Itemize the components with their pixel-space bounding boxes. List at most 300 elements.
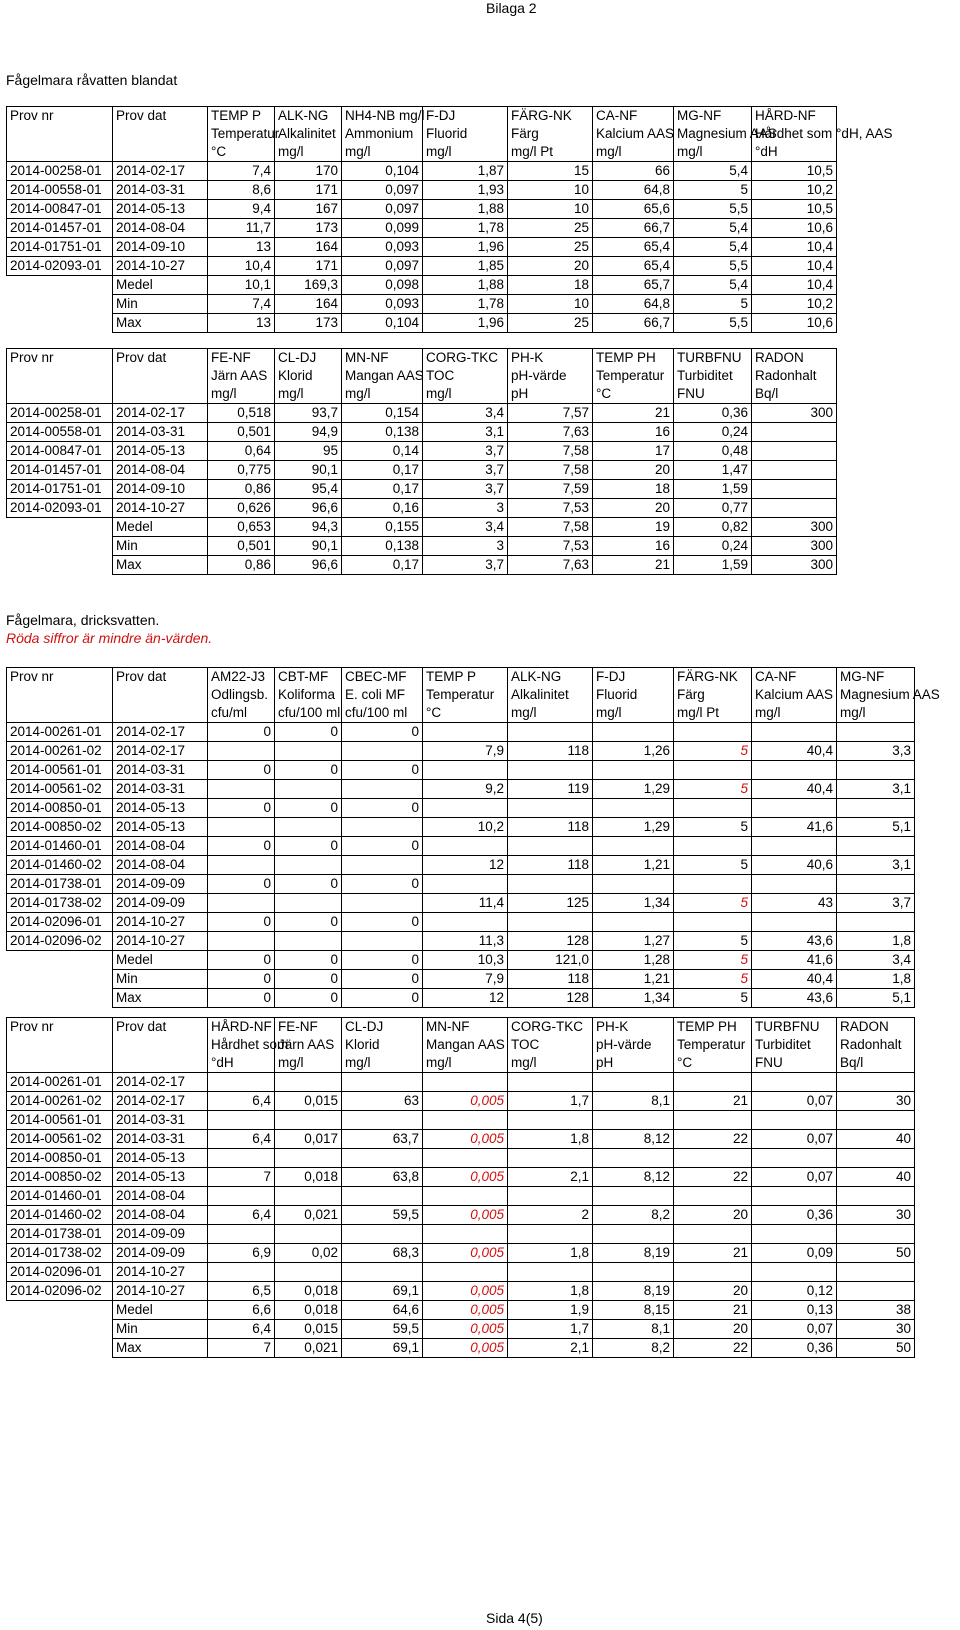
- value-cell: [208, 1187, 275, 1206]
- sample-id-cell: 2014-02096-01: [7, 1263, 113, 1282]
- value-cell: [423, 1073, 508, 1092]
- value-cell: [342, 742, 423, 761]
- value-cell: [208, 894, 275, 913]
- value-cell: 1,29: [593, 780, 674, 799]
- sample-date-cell: 2014-08-04: [113, 856, 208, 875]
- value-cell: 118: [508, 818, 593, 837]
- table-row: [7, 951, 915, 970]
- value-cell: 7,58: [508, 442, 593, 461]
- column-header-cell: CL-DJ: [275, 349, 342, 368]
- value-cell: 0,104: [342, 162, 423, 181]
- sample-date-cell: 2014-02-17: [113, 162, 208, 181]
- sample-date-cell: Medel: [113, 951, 208, 970]
- value-cell: 1,28: [593, 951, 674, 970]
- value-cell: [674, 1187, 752, 1206]
- table-row: [7, 442, 837, 461]
- sample-date-cell: 2014-05-13: [113, 818, 208, 837]
- value-cell: 2,1: [508, 1168, 593, 1187]
- sample-id-cell: 2014-00261-01: [7, 1073, 113, 1092]
- sample-id-cell: 2014-00850-01: [7, 799, 113, 818]
- value-cell: 0,653: [208, 518, 275, 537]
- value-cell: 0,02: [275, 1244, 342, 1263]
- sample-id-cell: 2014-02093-01: [7, 499, 113, 518]
- column-header-cell: HÅRD-NF: [208, 1018, 275, 1037]
- sample-date-cell: 2014-03-31: [113, 780, 208, 799]
- value-cell: [752, 1111, 837, 1130]
- value-cell: 6,4: [208, 1130, 275, 1149]
- value-cell: 7,57: [508, 404, 593, 423]
- value-cell: 0: [275, 970, 342, 989]
- column-header-cell: Ammonium: [342, 125, 423, 143]
- value-cell: [508, 1111, 593, 1130]
- value-cell: 6,6: [208, 1301, 275, 1320]
- sample-date-cell: 2014-08-04: [113, 1187, 208, 1206]
- table-row: [7, 989, 915, 1008]
- value-cell: [593, 799, 674, 818]
- value-cell: 50: [837, 1339, 915, 1358]
- value-cell: 0,155: [342, 518, 423, 537]
- value-cell: [208, 1225, 275, 1244]
- value-cell: 0,07: [752, 1168, 837, 1187]
- value-cell: [275, 856, 342, 875]
- value-cell: 0,518: [208, 404, 275, 423]
- sample-id-cell: 2014-01457-01: [7, 461, 113, 480]
- value-cell: 5,5: [674, 314, 752, 333]
- table-row: [7, 1301, 915, 1320]
- column-header-cell: Hårdhet som °dH, AAS: [752, 125, 837, 143]
- value-cell: 6,4: [208, 1320, 275, 1339]
- column-header-cell: Koliforma: [275, 686, 342, 704]
- sample-date-cell: 2014-05-13: [113, 200, 208, 219]
- sample-id-cell: 2014-00850-02: [7, 1168, 113, 1187]
- sample-id-cell: [7, 314, 113, 333]
- value-cell: [674, 1263, 752, 1282]
- value-cell: 1,87: [423, 162, 508, 181]
- table-row: [7, 537, 837, 556]
- value-cell: 0: [275, 951, 342, 970]
- value-cell: 0,098: [342, 276, 423, 295]
- value-cell: 0,005: [423, 1130, 508, 1149]
- value-cell: 0,097: [342, 257, 423, 276]
- sample-id-cell: 2014-00847-01: [7, 200, 113, 219]
- value-cell: 7,4: [208, 162, 275, 181]
- value-cell: 94,9: [275, 423, 342, 442]
- column-header-cell: ALK-NG: [275, 107, 342, 126]
- sample-id-cell: 2014-02096-02: [7, 932, 113, 951]
- sample-date-cell: Medel: [113, 1301, 208, 1320]
- value-cell: 10: [508, 181, 593, 200]
- value-cell: 1,8: [508, 1282, 593, 1301]
- value-cell: 1,8: [837, 970, 915, 989]
- value-cell: [837, 723, 915, 742]
- table-row: [7, 219, 837, 238]
- value-cell: [593, 913, 674, 932]
- value-cell: [752, 1149, 837, 1168]
- value-cell: 0,14: [342, 442, 423, 461]
- sample-id-cell: 2014-00850-01: [7, 1149, 113, 1168]
- table-row: [7, 932, 915, 951]
- value-cell: 15: [508, 162, 593, 181]
- column-header-cell: [113, 1054, 208, 1073]
- value-cell: 5,4: [674, 238, 752, 257]
- sample-id-cell: 2014-01738-01: [7, 1225, 113, 1244]
- value-cell: [752, 1263, 837, 1282]
- sample-date-cell: 2014-03-31: [113, 181, 208, 200]
- value-cell: 5: [674, 818, 752, 837]
- value-cell: 50: [837, 1244, 915, 1263]
- sample-id-cell: 2014-00258-01: [7, 404, 113, 423]
- value-cell: [593, 1111, 674, 1130]
- value-cell: 41,6: [752, 818, 837, 837]
- column-header-cell: TEMP PH: [674, 1018, 752, 1037]
- column-header-cell: Prov dat: [113, 1018, 208, 1037]
- sample-date-cell: Medel: [113, 518, 208, 537]
- table-row: [7, 818, 915, 837]
- value-cell: [275, 932, 342, 951]
- value-cell: 1,93: [423, 181, 508, 200]
- sample-date-cell: 2014-09-10: [113, 238, 208, 257]
- value-cell: 22: [674, 1130, 752, 1149]
- value-cell: 25: [508, 238, 593, 257]
- value-cell: 10,4: [752, 276, 837, 295]
- value-cell: 0,005: [423, 1206, 508, 1225]
- column-header-cell: TOC: [508, 1036, 593, 1054]
- table-row: [7, 799, 915, 818]
- value-cell: 3,4: [837, 951, 915, 970]
- value-cell: 0,138: [342, 537, 423, 556]
- value-cell: 3,1: [423, 423, 508, 442]
- column-header-cell: [7, 143, 113, 162]
- column-header-cell: mg/l: [593, 704, 674, 723]
- value-cell: [208, 1111, 275, 1130]
- value-cell: [837, 1263, 915, 1282]
- value-cell: [508, 1187, 593, 1206]
- column-header-cell: Fluorid: [593, 686, 674, 704]
- value-cell: [508, 913, 593, 932]
- value-cell: [837, 799, 915, 818]
- value-cell: 7: [208, 1339, 275, 1358]
- value-cell: 5: [674, 780, 752, 799]
- value-cell: 5: [674, 856, 752, 875]
- value-cell: 8,19: [593, 1244, 674, 1263]
- value-cell: 5: [674, 970, 752, 989]
- value-cell: 167: [275, 200, 342, 219]
- column-header-cell: Klorid: [342, 1036, 423, 1054]
- value-cell: 3,7: [423, 461, 508, 480]
- sample-date-cell: Max: [113, 989, 208, 1008]
- table-row: [7, 181, 837, 200]
- value-cell: 59,5: [342, 1206, 423, 1225]
- value-cell: [837, 1073, 915, 1092]
- column-header-cell: [7, 385, 113, 404]
- value-cell: 10,5: [752, 200, 837, 219]
- sample-id-cell: 2014-01460-02: [7, 856, 113, 875]
- value-cell: [275, 818, 342, 837]
- value-cell: 21: [674, 1301, 752, 1320]
- value-cell: 25: [508, 219, 593, 238]
- value-cell: 65,4: [593, 257, 674, 276]
- red-values-note: Röda siffror är mindre än-värden.: [6, 630, 213, 646]
- sample-date-cell: Max: [113, 1339, 208, 1358]
- value-cell: [275, 742, 342, 761]
- value-cell: [752, 442, 837, 461]
- value-cell: 0,24: [674, 537, 752, 556]
- value-cell: 11,3: [423, 932, 508, 951]
- column-header-cell: mg/l: [508, 1054, 593, 1073]
- column-header-sample-id: Prov nr: [7, 349, 113, 368]
- column-header-cell: RADON: [837, 1018, 915, 1037]
- value-cell: 40,6: [752, 856, 837, 875]
- table-row: [7, 1320, 915, 1339]
- value-cell: 5,5: [674, 200, 752, 219]
- value-cell: 40: [837, 1168, 915, 1187]
- column-header-cell: HÅRD-NF: [752, 107, 837, 126]
- sample-date-cell: 2014-02-17: [113, 404, 208, 423]
- column-header-cell: Prov dat: [113, 668, 208, 687]
- value-cell: 3,1: [837, 856, 915, 875]
- value-cell: 0,64: [208, 442, 275, 461]
- column-header-cell: mg/l: [275, 143, 342, 162]
- column-header-cell: FNU: [674, 385, 752, 404]
- value-cell: 19: [593, 518, 674, 537]
- value-cell: [423, 1149, 508, 1168]
- sample-date-cell: 2014-09-09: [113, 875, 208, 894]
- value-cell: [593, 837, 674, 856]
- sample-date-cell: 2014-02-17: [113, 742, 208, 761]
- table-row: [7, 1092, 915, 1111]
- sample-id-cell: [7, 537, 113, 556]
- sample-id-cell: 2014-02096-01: [7, 913, 113, 932]
- value-cell: [508, 761, 593, 780]
- value-cell: 1,21: [593, 856, 674, 875]
- value-cell: 0,07: [752, 1320, 837, 1339]
- value-cell: 65,4: [593, 238, 674, 257]
- column-header-cell: CORG-TKC: [423, 349, 508, 368]
- sample-id-cell: 2014-01751-01: [7, 480, 113, 499]
- column-header-cell: FE-NF: [208, 349, 275, 368]
- sample-date-cell: Min: [113, 970, 208, 989]
- sample-date-cell: Max: [113, 314, 208, 333]
- sample-id-cell: 2014-00561-02: [7, 1130, 113, 1149]
- value-cell: [674, 761, 752, 780]
- value-cell: 20: [674, 1320, 752, 1339]
- sample-date-cell: 2014-10-27: [113, 913, 208, 932]
- column-header-cell: Klorid: [275, 367, 342, 385]
- value-cell: 300: [752, 404, 837, 423]
- sample-id-cell: 2014-01738-02: [7, 1244, 113, 1263]
- value-cell: 0: [275, 875, 342, 894]
- table-row: [7, 404, 837, 423]
- value-cell: 16: [593, 537, 674, 556]
- column-header-cell: °C: [423, 704, 508, 723]
- value-cell: [342, 894, 423, 913]
- table-row: [7, 894, 915, 913]
- value-cell: 0: [342, 837, 423, 856]
- value-cell: 10,6: [752, 314, 837, 333]
- value-cell: 5: [674, 932, 752, 951]
- sample-id-cell: [7, 970, 113, 989]
- value-cell: 118: [508, 742, 593, 761]
- value-cell: 10,4: [208, 257, 275, 276]
- value-cell: 0,775: [208, 461, 275, 480]
- value-cell: [674, 913, 752, 932]
- value-cell: 16: [593, 423, 674, 442]
- value-cell: 1,8: [508, 1130, 593, 1149]
- value-cell: 0: [208, 723, 275, 742]
- table-row: [7, 480, 837, 499]
- value-cell: 40,4: [752, 970, 837, 989]
- value-cell: 5,1: [837, 989, 915, 1008]
- table-row: [7, 1339, 915, 1358]
- value-cell: 0: [342, 875, 423, 894]
- value-cell: 164: [275, 295, 342, 314]
- value-cell: 10,4: [752, 257, 837, 276]
- value-cell: [752, 799, 837, 818]
- table-header-row: [7, 1018, 915, 1037]
- value-cell: 1,34: [593, 894, 674, 913]
- value-cell: 0: [208, 837, 275, 856]
- column-header-cell: mg/l: [423, 1054, 508, 1073]
- sample-date-cell: 2014-10-27: [113, 257, 208, 276]
- sample-id-cell: 2014-01460-01: [7, 837, 113, 856]
- value-cell: 1,59: [674, 480, 752, 499]
- value-cell: 1,27: [593, 932, 674, 951]
- column-header-cell: Bq/l: [752, 385, 837, 404]
- value-cell: 0,015: [275, 1092, 342, 1111]
- value-cell: 300: [752, 556, 837, 575]
- value-cell: [593, 723, 674, 742]
- value-cell: [423, 837, 508, 856]
- column-header-cell: [113, 704, 208, 723]
- value-cell: 7,9: [423, 742, 508, 761]
- table-row: [7, 314, 837, 333]
- column-header-cell: TEMP PH: [593, 349, 674, 368]
- value-cell: 11,4: [423, 894, 508, 913]
- value-cell: 119: [508, 780, 593, 799]
- value-cell: [837, 1225, 915, 1244]
- sample-id-cell: [7, 989, 113, 1008]
- value-cell: 10,1: [208, 276, 275, 295]
- value-cell: 0,36: [674, 404, 752, 423]
- value-cell: [593, 1149, 674, 1168]
- column-header-cell: PH-K: [508, 349, 593, 368]
- sample-date-cell: 2014-05-13: [113, 1168, 208, 1187]
- value-cell: 0,017: [275, 1130, 342, 1149]
- column-header-cell: [113, 686, 208, 704]
- table-row: [7, 461, 837, 480]
- sample-date-cell: 2014-05-13: [113, 799, 208, 818]
- table-row: [7, 499, 837, 518]
- value-cell: 22: [674, 1168, 752, 1187]
- value-cell: 0,16: [342, 499, 423, 518]
- value-cell: [275, 1225, 342, 1244]
- value-cell: 69,1: [342, 1282, 423, 1301]
- value-cell: [674, 837, 752, 856]
- column-header-cell: FNU: [752, 1054, 837, 1073]
- column-header-cell: Temperatur: [593, 367, 674, 385]
- value-cell: 43,6: [752, 932, 837, 951]
- value-cell: 21: [674, 1092, 752, 1111]
- value-cell: 8,6: [208, 181, 275, 200]
- sample-date-cell: 2014-05-13: [113, 1149, 208, 1168]
- value-cell: [342, 1263, 423, 1282]
- value-cell: 40: [837, 1130, 915, 1149]
- value-cell: 0,093: [342, 295, 423, 314]
- table-row: [7, 257, 837, 276]
- value-cell: 0,093: [342, 238, 423, 257]
- sample-date-cell: Min: [113, 1320, 208, 1339]
- value-cell: [275, 780, 342, 799]
- value-cell: 7,58: [508, 518, 593, 537]
- value-cell: 171: [275, 181, 342, 200]
- column-header-cell: Färg: [508, 125, 593, 143]
- value-cell: 30: [837, 1320, 915, 1339]
- value-cell: 1,8: [508, 1244, 593, 1263]
- value-cell: [837, 875, 915, 894]
- value-cell: 0: [208, 761, 275, 780]
- value-cell: [508, 1149, 593, 1168]
- table-row: [7, 556, 837, 575]
- value-cell: 0: [208, 951, 275, 970]
- value-cell: [208, 818, 275, 837]
- value-cell: 0,82: [674, 518, 752, 537]
- value-cell: 95: [275, 442, 342, 461]
- value-cell: 0: [342, 723, 423, 742]
- value-cell: 1,7: [508, 1320, 593, 1339]
- value-cell: [275, 1263, 342, 1282]
- column-header-cell: cfu/ml: [208, 704, 275, 723]
- sample-date-cell: 2014-09-09: [113, 894, 208, 913]
- value-cell: 1,21: [593, 970, 674, 989]
- column-header-cell: ALK-NG: [508, 668, 593, 687]
- value-cell: 0,12: [752, 1282, 837, 1301]
- value-cell: 1,96: [423, 238, 508, 257]
- sample-date-cell: Min: [113, 537, 208, 556]
- table-row: [7, 200, 837, 219]
- value-cell: 0,005: [423, 1168, 508, 1187]
- value-cell: 65,6: [593, 200, 674, 219]
- value-cell: 5: [674, 989, 752, 1008]
- sample-date-cell: 2014-09-09: [113, 1225, 208, 1244]
- page-header: Bilaga 2: [486, 0, 537, 16]
- value-cell: [508, 875, 593, 894]
- sample-date-cell: 2014-09-10: [113, 480, 208, 499]
- value-cell: 2,1: [508, 1339, 593, 1358]
- table-row: [7, 1149, 915, 1168]
- value-cell: 0,005: [423, 1092, 508, 1111]
- value-cell: [752, 723, 837, 742]
- value-cell: 0,018: [275, 1301, 342, 1320]
- value-cell: [423, 1263, 508, 1282]
- column-header-cell: Bq/l: [837, 1054, 915, 1073]
- value-cell: 169,3: [275, 276, 342, 295]
- value-cell: 7,4: [208, 295, 275, 314]
- value-cell: 65,7: [593, 276, 674, 295]
- table-row: [7, 1282, 915, 1301]
- sample-date-cell: 2014-10-27: [113, 1282, 208, 1301]
- value-cell: 3,7: [837, 894, 915, 913]
- raw-water-table-1: [6, 106, 893, 333]
- column-header-cell: CL-DJ: [342, 1018, 423, 1037]
- column-header-cell: mg/l: [423, 143, 508, 162]
- value-cell: 1,88: [423, 200, 508, 219]
- value-cell: 6,4: [208, 1206, 275, 1225]
- value-cell: 7,53: [508, 499, 593, 518]
- value-cell: 69,1: [342, 1339, 423, 1358]
- value-cell: 8,1: [593, 1320, 674, 1339]
- value-cell: [752, 875, 837, 894]
- column-header-cell: PH-K: [593, 1018, 674, 1037]
